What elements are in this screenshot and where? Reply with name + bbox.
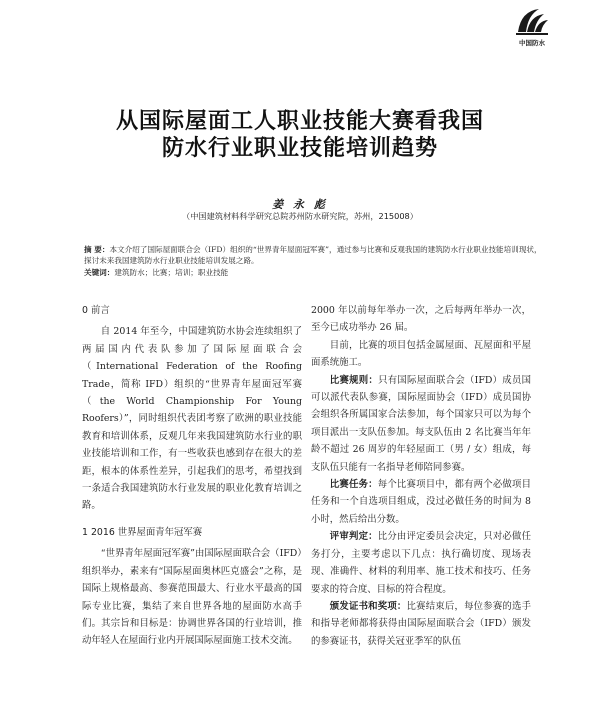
logo-text: 中国防水 (519, 39, 545, 47)
abstract-label: 摘 要： (84, 245, 110, 254)
journal-logo (508, 6, 556, 47)
title-line-2: 防水行业职业技能培训趋势 (161, 136, 438, 161)
right-column (311, 302, 531, 650)
section-heading-championship: 1 2016 世界屋面青年冠军赛 (82, 526, 203, 538)
logo-emblem-icon (515, 6, 549, 38)
tasks-text: 每个比赛项目中，都有两个必做项目任务和一个自选项目组成，没过必做任务的时间为 8 小时，然后给出分数。 (311, 479, 531, 525)
history-paragraph: 2000 年以前每年举办一次，之后每两年举办一次，至今已成功举办 26 届。 (311, 305, 531, 334)
article-title (0, 108, 600, 162)
tasks-label: 比赛任务： (329, 479, 378, 491)
rules-label: 比赛规则： (329, 374, 379, 386)
keywords-line (84, 267, 546, 278)
rules-paragraph (311, 372, 531, 476)
championship-paragraph: “世界青年屋面冠军赛”由国际屋面联合会（IFD）组织举办，素来有“国际屋面奥林匹克盛会”之称，是国际上规格最高、参赛范围最大、行业水平最高的国际专业比赛，集结了来自世界各地的屋面防水高手们。其宗旨和目标是：协调世界各国的行业培训，推动年轻人在屋面行业内开展国际屋面施工技术交流。 (82, 548, 302, 647)
keywords-text: 建筑防水；比赛；培训；职业技能 (114, 267, 229, 277)
abstract-block (84, 244, 546, 278)
section-heading-preface: 0 前言 (82, 305, 110, 316)
keywords-label: 关键词： (84, 267, 115, 277)
preface-paragraph: 自 2014 年至今，中国建筑防水协会连续组织了两届国内代表队参加了国际屋面联合会（International Federation of the Roofing Trade，简称 IFD）组织的“世界青年屋面冠军赛（the World Championship For Young Roofers）”，同时组织代表团考察了欧洲的职业技能教育和培训体系，反观几年来我国建筑防水行业的职业技能培训和工作，有一些收获也感到存在很大的差距，根本的体系性差异，引起我们的思考，希望找到一条适合我国建筑防水行业发展的职业化教育培训之路。 (82, 326, 302, 512)
tasks-paragraph (311, 476, 531, 528)
left-column (82, 302, 302, 650)
judging-text: 比分由评定委员会决定，只对必做任务打分，主要考虑以下几点：执行确切度、现场表现、准确件、材料的利用率、施工技术和技巧、任务要求的符合度、目标的符合程度。 (311, 531, 531, 595)
judging-label: 评审判定： (329, 531, 378, 543)
title-line-1: 从国际屋面工人职业技能大赛看我国 (115, 109, 484, 134)
awards-label: 颁发证书和奖项： (329, 600, 407, 612)
judging-paragraph (311, 528, 531, 598)
abstract-text: 本文介绍了国际屋面联合会（IFD）组织的“世界青年屋面冠军赛”，通过参与比赛和反观我国的建筑防水行业职业技能培训现状，探讨未来我国建筑防水行业职业技能培训发展之路。 (84, 245, 542, 266)
awards-paragraph (311, 598, 531, 650)
awards-text: 比赛结束后，每位参赛的选手和指导老师都将获得由国际屋面联合会（IFD）颁发的参赛证书，获得关冠亚季军的队伍 (311, 600, 531, 647)
events-paragraph: 目前，比赛的项目包括金属屋面、瓦屋面和平屋面系统施工。 (311, 339, 531, 369)
author-name: 姜 永 彪 (272, 198, 328, 211)
rules-text: 只有国际屋面联合会（IFD）成员国可以派代表队参赛，国际屋面协会（IFD）成员国协会组织各所属国家合法参加，每个国家只可以为每个项目派出一支队伍参加。每支队伍由 2 名比赛当年年龄不超过 26 周岁的年轻屋面工（男 / 女）组成，每支队伍只能有一名指导老师陪同参赛。 (311, 374, 531, 473)
author-affiliation: （中国建筑材料科学研究总院苏州防水研究院，苏州，215008） (182, 211, 418, 221)
abstract-paragraph (84, 244, 546, 267)
